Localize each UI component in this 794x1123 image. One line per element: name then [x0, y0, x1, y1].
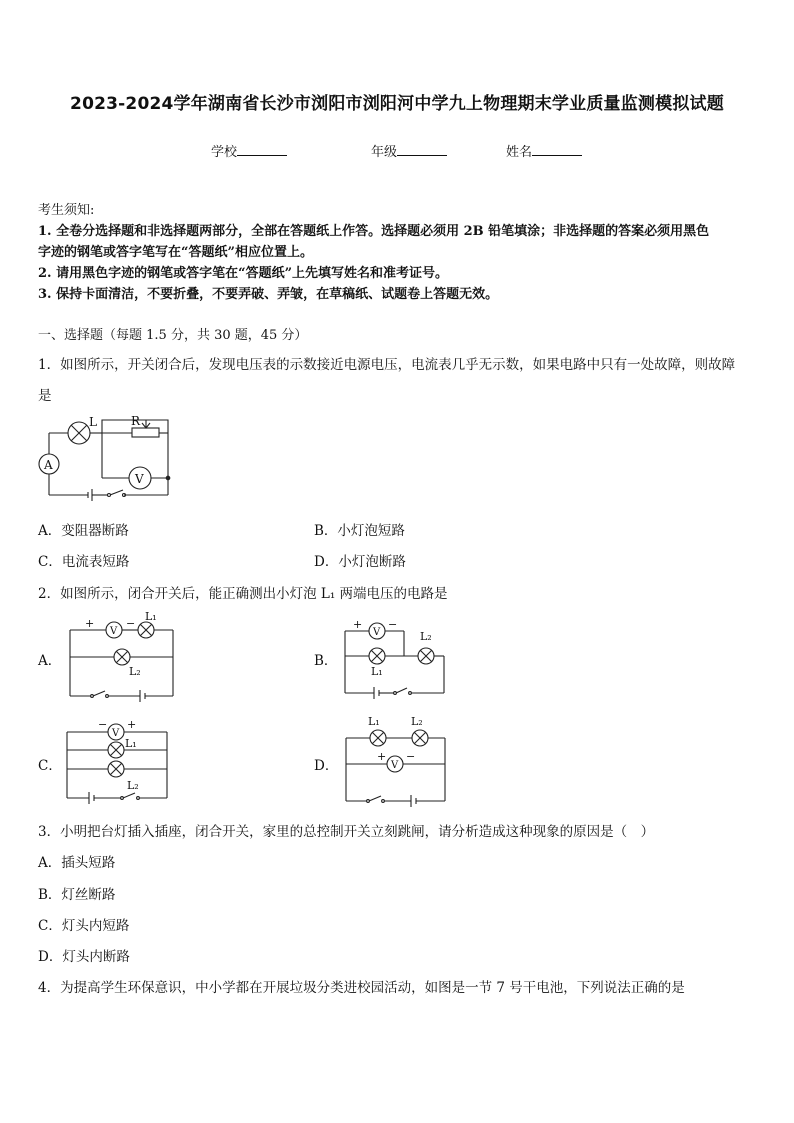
- notice-item: 3. 保持卡面清洁，不要折叠，不要弄破、弄皱，在草稿纸、试题卷上答题无效。: [38, 287, 499, 302]
- question-1-stem: 1．如图所示，开关闭合后，发现电压表的示数接近电源电压，电流表几乎无示数，如果电路中只有一处故障，则故障: [38, 357, 736, 373]
- notice-item: 字迹的钢笔或答字笔写在“答题纸”相应位置上。: [38, 245, 313, 260]
- school-label: 学校: [211, 145, 238, 160]
- svg-text:V: V: [110, 626, 118, 637]
- notice-heading: 考生须知:: [38, 203, 95, 218]
- question-2-circuit-d: [341, 712, 453, 810]
- svg-text:+: +: [377, 750, 387, 763]
- name-field[interactable]: [506, 141, 582, 160]
- question-1-option-b[interactable]: B．小灯泡短路: [314, 523, 405, 539]
- exam-title: 2023-2024学年湖南省长沙市浏阳市浏阳河中学九上物理期末学业质量监测模拟试题: [70, 94, 724, 114]
- ammeter-label: A: [44, 458, 53, 472]
- rheostat-icon: [132, 428, 159, 437]
- svg-text:V: V: [112, 728, 120, 739]
- grade-field[interactable]: [371, 141, 447, 160]
- svg-text:L₁: L₁: [125, 737, 137, 750]
- question-2-circuit-a: [66, 612, 186, 706]
- svg-text:L₂: L₂: [127, 779, 139, 792]
- question-1-option-c[interactable]: C．电流表短路: [38, 554, 130, 570]
- lamp-label: L: [89, 415, 97, 429]
- question-3-option-d[interactable]: D．灯头内断路: [38, 949, 130, 965]
- notice-item: 2. 请用黑色字迹的钢笔或答字笔在“答题纸”上先填写姓名和准考证号。: [38, 266, 449, 281]
- svg-text:+: +: [127, 718, 137, 731]
- svg-text:L₁: L₁: [368, 715, 380, 728]
- question-3-option-b[interactable]: B．灯丝断路: [38, 887, 116, 903]
- question-3-option-a[interactable]: A．插头短路: [38, 855, 116, 871]
- question-2-option-c[interactable]: C．: [38, 758, 62, 774]
- question-2-option-b[interactable]: B．: [314, 653, 338, 669]
- name-label: 姓名: [506, 145, 533, 160]
- svg-text:−: −: [126, 617, 136, 630]
- svg-text:V: V: [391, 760, 399, 771]
- svg-text:+: +: [353, 618, 363, 631]
- svg-text:−: −: [388, 618, 398, 631]
- question-4-stem: 4．为提高学生环保意识，中小学都在开展垃圾分类进校园活动，如图是一节 7 号干电池，下列说法正确的是: [38, 980, 685, 996]
- svg-text:−: −: [98, 718, 108, 731]
- svg-text:L₂: L₂: [129, 665, 141, 678]
- school-field[interactable]: [211, 141, 287, 160]
- section-heading: 一、选择题（每题 1.5 分，共 30 题，45 分）: [38, 328, 308, 343]
- svg-text:−: −: [406, 750, 416, 763]
- svg-text:L₂: L₂: [411, 715, 423, 728]
- question-2-circuit-b: [340, 618, 452, 700]
- svg-text:L₂: L₂: [420, 630, 432, 643]
- voltmeter-label: V: [135, 472, 144, 486]
- rheostat-label: R: [131, 414, 141, 428]
- svg-text:L₁: L₁: [371, 665, 383, 678]
- notice-item: 1. 全卷分选择题和非选择题两部分，全部在答题纸上作答。选择题必须用 2B 铅笔填涂；非选择题的答案必须用黑色: [38, 224, 710, 239]
- question-2-option-d[interactable]: D．: [314, 758, 339, 774]
- question-1-option-a[interactable]: A．变阻器断路: [38, 523, 129, 539]
- question-2-circuit-c: [63, 718, 173, 806]
- question-3-option-c[interactable]: C．灯头内短路: [38, 918, 130, 934]
- question-1-option-d[interactable]: D．小灯泡断路: [314, 554, 406, 570]
- grade-label: 年级: [371, 145, 398, 160]
- question-1-stem-cont: 是: [38, 388, 52, 404]
- svg-text:L₁: L₁: [145, 610, 157, 623]
- question-1-circuit-diagram: [38, 410, 178, 505]
- svg-text:V: V: [373, 627, 381, 638]
- question-2-stem: 2．如图所示，闭合开关后，能正确测出小灯泡 L₁ 两端电压的电路是: [38, 586, 448, 602]
- question-3-stem: 3．小明把台灯插入插座，闭合开关，家里的总控制开关立刻跳闸，请分析造成这种现象的原因是（ ）: [38, 824, 655, 840]
- svg-text:+: +: [85, 617, 95, 630]
- question-2-option-a[interactable]: A．: [38, 653, 62, 669]
